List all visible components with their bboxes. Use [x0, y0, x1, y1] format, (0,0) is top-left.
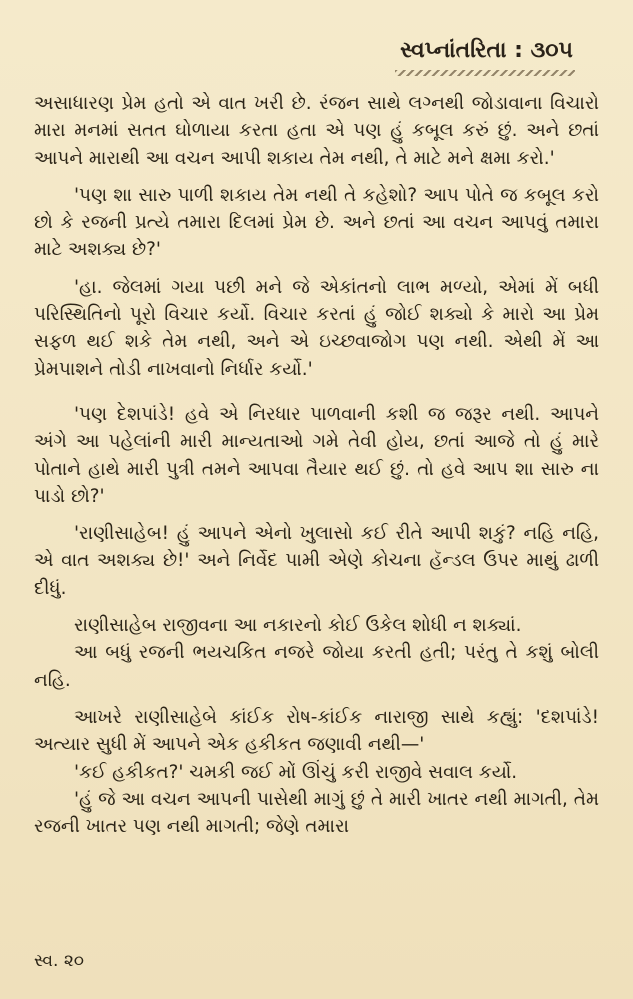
- running-header: સ્વપ્નાંતરિતા : ૩૦૫: [400, 38, 573, 63]
- paragraph-10: 'હું જે આ વચન આપની પાસેથી માગું છું તે મારી ખાતર નથી માગતી, તેમ રજની ખાતર પણ નથી માગતી; જેણે તમારા: [34, 788, 599, 838]
- paragraph-7: આ બધું રજની ભયચકિત નજરે જોયા કરતી હતી; પરંતુ તે કશું બોલી નહિ.: [34, 642, 599, 691]
- body-text: [34, 90, 599, 840]
- paragraph-8: આખરે રાણીસાહેબે કાંઈક રોષ-કાંઈક નારાજી સાથે કહ્યું: 'દશપાંડે! અત્યાર સુધી મેં આપને એક હકીકત જણાવી નથી—': [34, 706, 599, 756]
- paragraph-2: 'પણ શા સારુ પાળી શકાય તેમ નથી તે કહેશો? આપ પોતે જ કબૂલ કરો છો કે રજની પ્રત્યે તમારા દિલમાં પ્રેમ છે. અને છતાં આ વચન આપવું તમારા માટે અશક્ય છે?': [34, 184, 599, 261]
- paragraph-6: રાણીસાહેબ રાજીવના આ નકારનો કોઈ ઉકેલ શોધી ન શક્યાં.: [74, 615, 522, 637]
- paragraph-1: અસાધારણ પ્રેમ હતો એ વાત ખરી છે. રંજન સાથે લગ્નથી જોડાવાના વિચારો મારા મનમાં સતત ઘોળાયા કરતા હતા એ પણ હું કબૂલ કરું છું. અને છતાં આપને મારાથી આ વચન આપી શકાય તેમ નથી, તે માટે મને ક્ષમા કરો.': [34, 93, 599, 169]
- paragraph-5: 'રાણીસાહેબ! હું આપને એનો ખુલાસો કઈ રીતે આપી શકું? નહિ નહિ, એ વાત અશક્ય છે!' અને નિર્વેદ પામી એણે કોચના હૅન્ડલ ઉપર માથું ઢાળી દીધું.: [34, 523, 599, 599]
- paragraph-4: 'પણ દેશપાંડે! હવે એ નિરધાર પાળવાની કશી જ જરૂર નથી. આપને અંગે આ પહેલાંની મારી માન્યતાઓ ગમે તેવી હોય, છતાં આજે તો હું મારે પોતાને હાથે મારી પુત્રી તમને આપવા તૈયાર થઈ છું. તો હવે આપ શા સારુ ના પાડો છો?': [34, 403, 599, 507]
- paragraph-9: 'કઈ હકીકત?' ચમકી જઈ મોં ઊંચું કરી રાજીવે સવાલ કર્યો.: [74, 761, 518, 783]
- signature-mark: સ્વ. ૨૦: [34, 951, 85, 971]
- header-wavy-rule: [395, 70, 575, 76]
- paragraph-3: 'હા. જેલમાં ગયા પછી મને જે એકાંતનો લાભ મળ્યો, એમાં મેં બધી પરિસ્થિતિનો પૂરો વિચાર કર્યો. વિચાર કરતાં હું જોઈ શક્યો કે મારો આ પ્રેમ સફળ થઈ શકે તેમ નથી, અને એ ઇચ્છવાજોગ પણ નથી. એથી મેં આ પ્રેમપાશને તોડી નાખવાનો નિર્ધાર કર્યો.': [34, 276, 599, 380]
